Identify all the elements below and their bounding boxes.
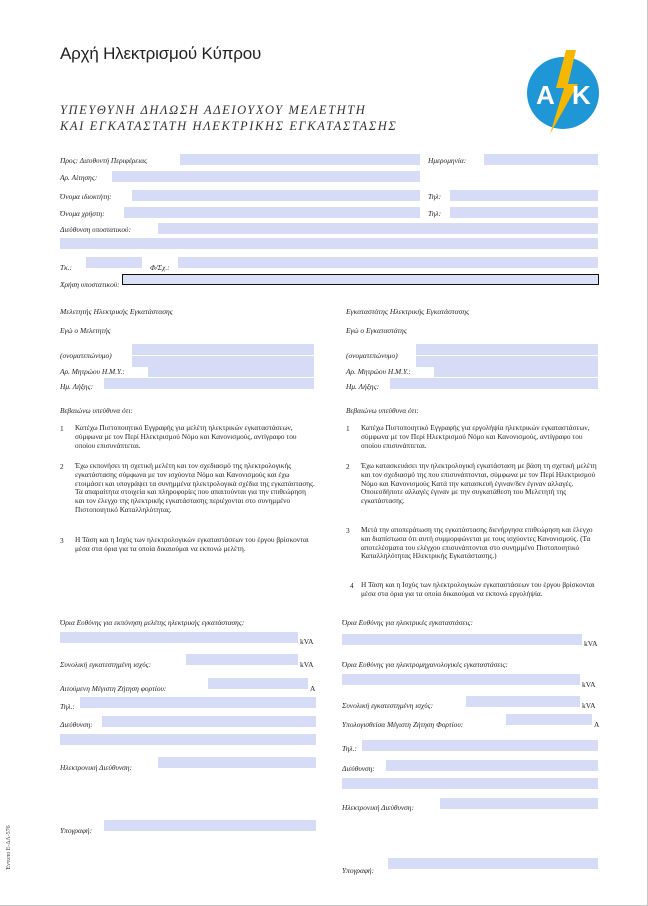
- installer-tel-field[interactable]: [362, 740, 598, 751]
- installer-full-name-label: (ονοματεπώνυμο): [346, 351, 398, 360]
- station-address-field-1[interactable]: [158, 223, 598, 234]
- installer-expiry-label: Ημ. Λήξης:: [346, 382, 380, 391]
- designer-i-am: Εγώ ο Μελετητής: [60, 326, 111, 335]
- designer-expiry-field[interactable]: [104, 378, 314, 389]
- installer-kva-unit: kVA: [584, 639, 598, 648]
- installer-address-field-1[interactable]: [386, 760, 598, 771]
- designer-full-name-label: (ονοματεπώνυμο): [60, 351, 112, 360]
- form-title-line1: ΥΠΕΥΘΥΝΗ ΔΗΛΩΣΗ ΑΔΕΙΟΥΧΟΥ ΜΕΛΕΤΗΤΗ: [60, 103, 367, 117]
- form-title-line2: ΚΑΙ ΕΓΚΑΤΑΣΤΑΤΗ ΗΛΕΚΤΡΙΚΗΣ ΕΓΚΑΤΑΣΤΑΣΗΣ: [60, 119, 398, 133]
- sheet-plan-field[interactable]: [178, 257, 598, 268]
- designer-kva-unit: kVA: [300, 637, 314, 646]
- installer-item-text: Κατέχω Πιστοποιητικό Εγγραφής για εργολήψία ηλεκτρικών εγκαταστάσεων, σύμφωνα με τον Περί Ηλεκτρισμού Νόμο και Κανονισμούς, αντίγραφο του οποίου επισυνάπτεται.: [361, 423, 590, 450]
- installer-limits-mech-label: Όρια Ευθύνης για ηλεκτρομηχανολογικές εγκαταστάσεις:: [342, 660, 508, 669]
- designer-item-text: Κατέχω Πιστοποιητικό Εγγραφής για μελέτη ηλεκτρικών εγκαταστάσεων, σύμφωνα με τον Περί Ηλεκτρισμού Νόμο και Κανονισμούς, αντίγραφο του οποίου επισυνάπτεται.: [75, 423, 297, 450]
- designer-tel-field[interactable]: [80, 697, 316, 708]
- designer-email-field[interactable]: [158, 757, 316, 768]
- organization-name: Αρχή Ηλεκτρισμού Κύπρου: [60, 44, 262, 63]
- station-use-field[interactable]: [122, 274, 599, 285]
- installer-tel-label: Τηλ.:: [342, 744, 357, 753]
- designer-signature-label: Υπογραφή:: [60, 826, 93, 835]
- installer-limits-mech-field[interactable]: [342, 674, 580, 685]
- installer-item-number: 3: [346, 526, 350, 535]
- installer-max-demand-label: Υπολογισθείσα Μέγιστη Ζήτηση Φορτίου:: [342, 720, 464, 729]
- installer-item-number: 2: [346, 462, 350, 471]
- designer-declare: Βεβαιώνω υπεύθυνα ότι:: [60, 406, 133, 415]
- installer-signature-label: Υπογραφή:: [342, 866, 375, 875]
- owner-name-label: Όνομα ιδιοκτήτη:: [60, 192, 112, 201]
- installer-address-label: Διεύθυνση:: [342, 764, 375, 773]
- installer-limits-elec-field[interactable]: [342, 634, 582, 645]
- installer-reg-no-field[interactable]: [434, 366, 598, 377]
- application-no-field[interactable]: [112, 171, 420, 182]
- installer-email-field[interactable]: [440, 798, 598, 809]
- designer-item-number: 1: [60, 424, 64, 433]
- designer-address-field-1[interactable]: [102, 716, 316, 727]
- owner-name-field[interactable]: [132, 190, 420, 201]
- svg-text:Α: Α: [536, 80, 555, 110]
- installer-heading: Εγκαταστάτης Ηλεκτρικής Εγκατάστασης: [346, 307, 470, 316]
- designer-heading: Μελετητής Ηλεκτρικής Εγκατάστασης: [60, 307, 173, 316]
- postcode-field[interactable]: [86, 257, 142, 268]
- designer-item-number: 3: [60, 536, 64, 545]
- form-code: Έντυπο Ε-ΔΛ-576: [6, 825, 12, 870]
- station-use-label: Χρήση υποστατικού:: [60, 280, 120, 289]
- installer-kva-unit-2: kVA: [582, 680, 596, 689]
- to-director-label: Προς: Διευθυντή Περιφέρειας: [60, 156, 148, 165]
- installer-full-name-field-1[interactable]: [416, 344, 598, 355]
- designer-address-label: Διεύθυνση:: [60, 720, 93, 729]
- installer-reg-no-label: Αρ. Μητρώου Η.Μ.Υ.:: [346, 367, 411, 376]
- designer-amp-unit: Α: [310, 684, 316, 693]
- owner-tel-field[interactable]: [450, 190, 598, 201]
- installer-declare: Βεβαιώνω υπεύθυνα ότι:: [346, 406, 419, 415]
- designer-max-demand-field[interactable]: [208, 678, 308, 689]
- installer-item-number: 4: [350, 581, 354, 590]
- installer-amp-unit: Α: [594, 720, 600, 729]
- installer-address-field-2[interactable]: [342, 778, 598, 789]
- user-tel-field[interactable]: [450, 207, 598, 218]
- designer-kva-unit-2: kVA: [300, 660, 314, 669]
- installer-expiry-field[interactable]: [390, 378, 598, 389]
- designer-full-name-field-1[interactable]: [132, 344, 314, 355]
- aik-logo-icon: [520, 48, 606, 134]
- designer-item-number: 2: [60, 462, 64, 471]
- designer-item-text: Η Τάση και η Ισχύς των ηλεκτρολογικών εγκαταστάσεων του έργου βρίσκονται μέσα στα όρια για τα οποία δικαιούμαι να εκπονώ μελέτη.: [75, 535, 309, 553]
- date-label: Ημερομηνία:: [428, 156, 467, 165]
- designer-signature-field[interactable]: [104, 820, 316, 831]
- installer-total-power-label: Συνολική εγκατεστημένη ισχύς:: [342, 701, 434, 710]
- installer-signature-field[interactable]: [388, 858, 598, 869]
- owner-tel-label: Τηλ:: [428, 192, 442, 201]
- designer-email-label: Ηλεκτρονική Διεύθυνση:: [60, 763, 132, 772]
- svg-text:Κ: Κ: [572, 80, 591, 110]
- station-address-label: Διεύθυνση υποστατικού:: [60, 225, 131, 234]
- installer-item-text: Έχω κατασκευάσει την ηλεκτρολογική εγκατάσταση με βάση τη σχετική μελέτη και τον σχεδιασμό της που επισυνάπτονται, σύμφωνα με τον Περί Ηλεκτρισμού Νόμο και Κανονισμούς Κατά την κατασκευή έγιναν/δεν έγιναν αλλαγές. Οποιεσδήποτε αλλαγές έγιναν με την συγκατάθεση του Μελετητή της εγκατάστασης.: [361, 461, 597, 506]
- installer-item-number: 1: [346, 424, 350, 433]
- user-name-field[interactable]: [124, 207, 420, 218]
- designer-total-power-field[interactable]: [186, 654, 298, 665]
- installer-item-text: Μετά την αποπεράτωση της εγκατάστασης διενήργησα επιθεώρηση και έλεγχο και διαπίστωσα ότι αυτή συμμορφώνεται με τους ισχύοντες Κανονισμούς. (Τα αποτελέσματα του ελέγχου επισυνάπτονται στο συνημμένο Πιστοποιητικό Καταλληλότητας Ηλεκτρικής Εγκατάστασης.): [361, 525, 593, 561]
- sheet-label: Φ/Σχ.:: [150, 263, 170, 272]
- installer-total-power-field[interactable]: [466, 696, 580, 707]
- designer-max-demand-label: Αιτούμενη Μέγιστη Ζήτηση φορτίου:: [60, 684, 167, 693]
- installer-max-demand-field[interactable]: [506, 714, 592, 725]
- installer-email-label: Ηλεκτρονική Διεύθυνση:: [342, 803, 414, 812]
- postcode-label: Τκ.:: [60, 263, 72, 272]
- user-name-label: Όνομα χρήστη:: [60, 209, 105, 218]
- station-address-field-2[interactable]: [60, 238, 598, 249]
- installer-limits-elec-label: Όρια Ευθύνης για ηλεκτρικές εγκαταστάσεις:: [342, 618, 473, 627]
- installer-item-text: Η Τάση και η Ισχύς των ηλεκτρολογικών εγκαταστάσεων του έργου βρίσκονται μέσα στα όρια για τα οποία δικαιούμαι να εκπονώ εργολήψία.: [361, 580, 595, 598]
- region-director-field[interactable]: [180, 154, 420, 165]
- designer-reg-no-field[interactable]: [148, 366, 314, 377]
- designer-address-field-2[interactable]: [60, 734, 316, 745]
- designer-expiry-label: Ημ. Λήξης:: [60, 382, 94, 391]
- installer-i-am: Εγώ ο Εγκαταστάτης: [346, 326, 407, 335]
- designer-limits-label: Όρια Ευθύνης για εκπόνηση μελέτης ηλεκτρικής εγκατάστασης:: [60, 618, 245, 627]
- designer-limits-field[interactable]: [60, 632, 298, 643]
- application-no-label: Αρ. Αίτησης:: [60, 173, 98, 182]
- user-tel-label: Τηλ:: [428, 209, 442, 218]
- designer-reg-no-label: Αρ. Μητρώου Η.Μ.Υ.:: [60, 367, 125, 376]
- installer-kva-unit-3: kVA: [582, 701, 596, 710]
- date-field[interactable]: [484, 154, 598, 165]
- designer-total-power-label: Συνολική εγκατεστημένη ισχύς:: [60, 660, 152, 669]
- designer-tel-label: Τηλ.:: [60, 702, 75, 711]
- designer-item-text: Έχω εκπονήσει τη σχετική μελέτη και τον σχεδιασμό της ηλεκτρολογικής εγκατάστασης σύμφωνα με τον ισχύοντα Νόμο και Κανονισμούς και έχω ετοιμάσει και υπογράψει τα συνημμένα ηλεκτρολογικά σχέδια της εγκατάστασης. Τα απαραίτητα στοιχεία και πληροφορίες που απαιτούνται για την επιθεώρηση και τον έλεγχο της ηλεκτρικής εγκατάστασης περιέχονται στο συνημμένο Πιστοποιητικό Καταλληλότητας.: [75, 461, 315, 514]
